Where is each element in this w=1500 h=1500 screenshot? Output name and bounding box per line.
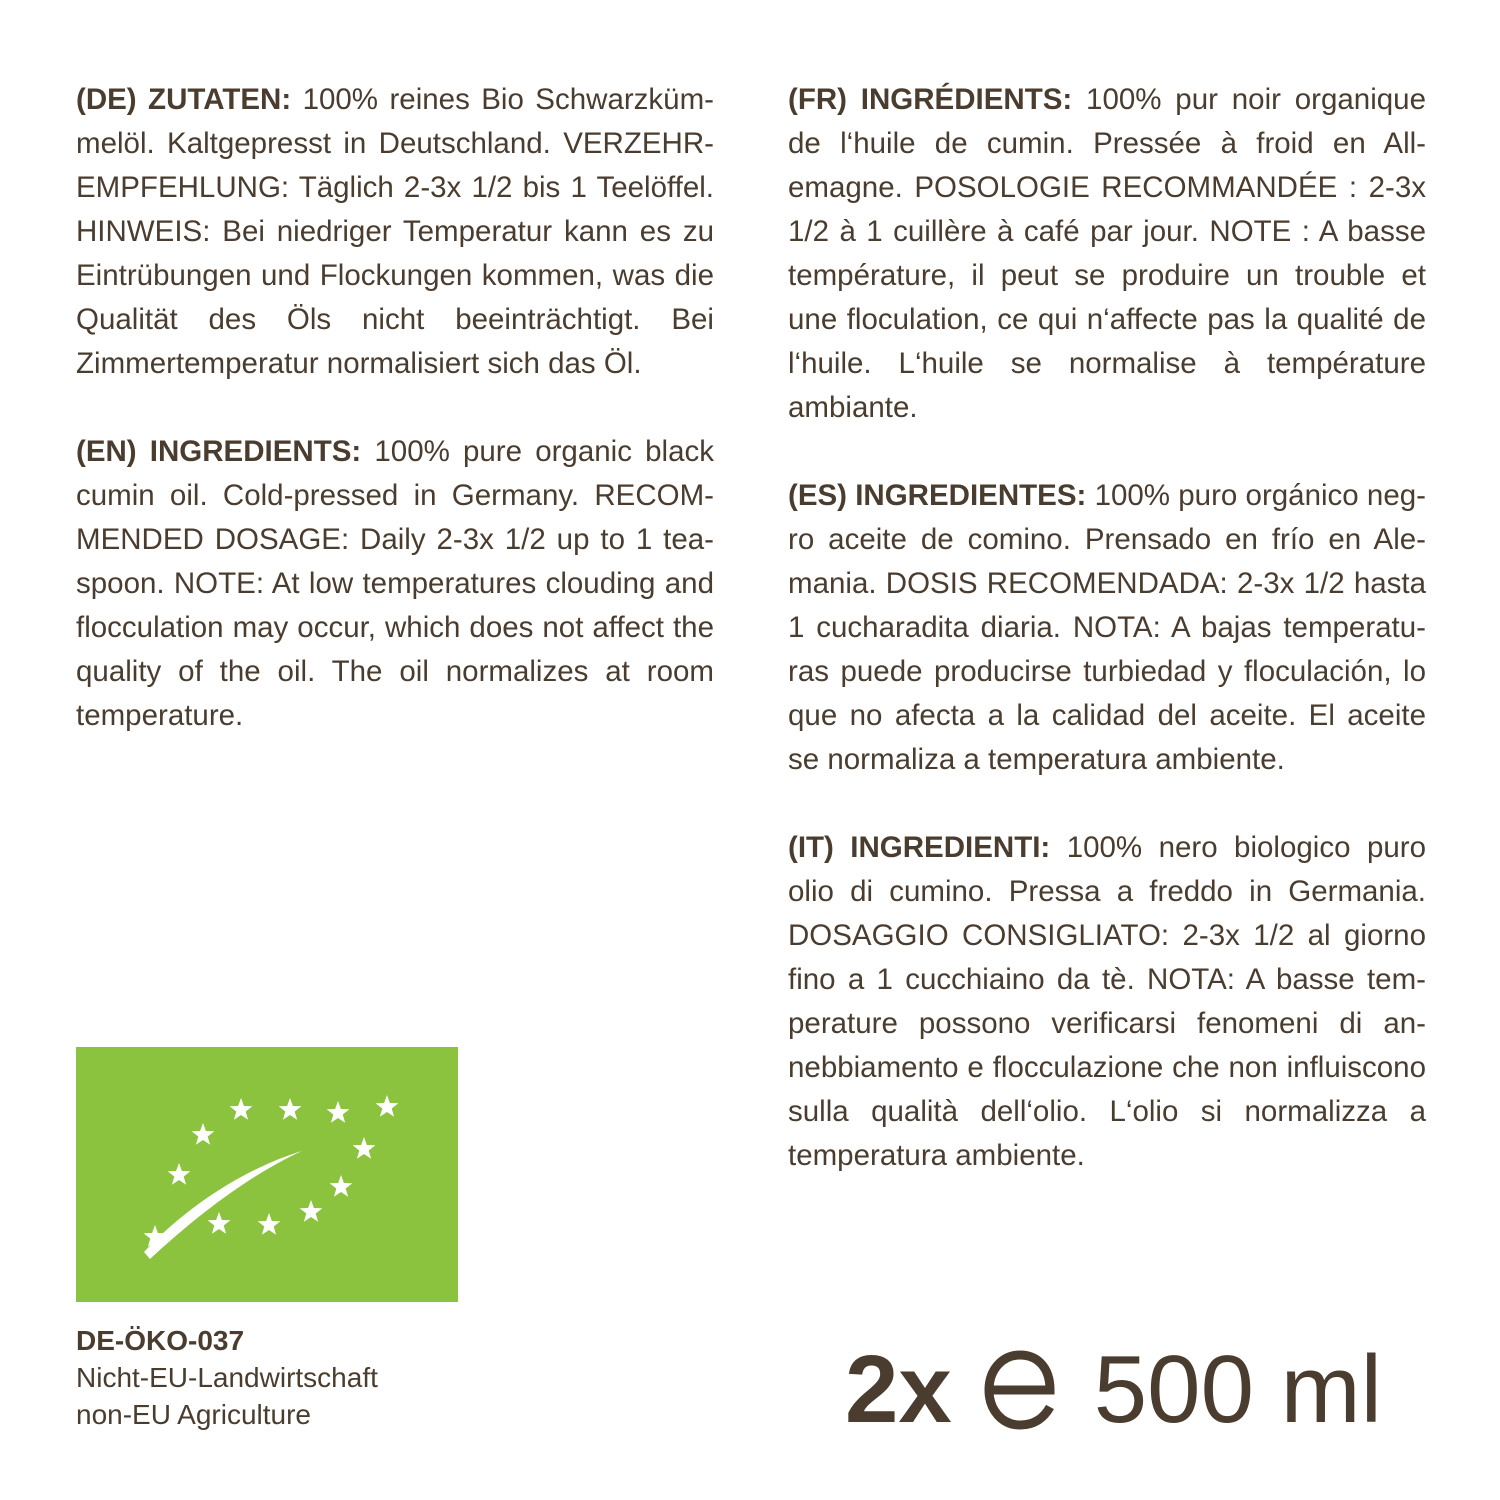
text-it: 100% nero biologico puro olio di cumino. Pressa a freddo in Germania. DOSAGGIO CONSIGLIATO: 2-3x 1/2 al giorno fino a 1 cucchiaino da tè. NOTA: A basse temperature possono verificarsi fenomeni di annebbiamento e flocculazione che non influiscono sulla qualità dell‘olio. L‘olio si normalizza a temperatura ambiente. bbox=[788, 831, 1426, 1172]
eu-leaf-icon bbox=[76, 1047, 458, 1302]
heading-es: (ES) INGREDIENTES: bbox=[788, 479, 1087, 512]
star-icon bbox=[279, 1098, 302, 1120]
agriculture-origin-en: non-EU Agriculture bbox=[76, 1399, 312, 1430]
heading-de: (DE) ZUTATEN: bbox=[76, 83, 292, 116]
estimated-sign-icon bbox=[980, 1347, 1060, 1433]
star-icon bbox=[168, 1163, 191, 1185]
text-es: 100% puro orgánico negro aceite de comino. Prensado en frío en Alemania. DOSIS RECOMENDADA: 2-3x 1/2 hasta 1 cucharadita diaria. NOTA: A bajas temperaturas puede producirse turbiedad y floculación, lo que no afecta a la calidad del aceite. El aceite se normaliza a temperatura ambiente. bbox=[788, 479, 1426, 776]
volume-amount: 500 ml bbox=[1093, 1336, 1382, 1443]
star-icon bbox=[353, 1137, 376, 1159]
left-column bbox=[76, 78, 714, 738]
star-icon bbox=[230, 1098, 253, 1120]
volume-label bbox=[845, 1335, 1425, 1445]
heading-fr: (FR) INGRÉDIENTS: bbox=[788, 83, 1073, 116]
heading-it: (IT) INGREDIENTI: bbox=[788, 831, 1051, 864]
certification-block bbox=[76, 1322, 378, 1433]
agriculture-origin-de: Nicht-EU-Landwirtschaft bbox=[76, 1362, 378, 1393]
eu-organic-leaf-logo bbox=[76, 1047, 458, 1302]
volume-multiplier: 2x bbox=[845, 1336, 952, 1443]
text-en: 100% pure organic black cumin oil. Cold-pressed in Germany. RECOMMENDED DOSAGE: Daily 2-3x 1/2 up to 1 teaspoon. NOTE: At low temperatures clouding and flocculation may occur, which does not affect the quality of the oil. The oil normalizes at room temperature. bbox=[76, 435, 714, 732]
text-de: 100% reines Bio Schwarzkümmelöl. Kaltgepresst in Deutschland. VERZEHREMPFEHLUNG: Täglich 2-3x 1/2 bis 1 Teelöffel. HINWEIS: Bei niedriger Temperatur kann es zu Eintrübungen und Flockungen kommen, was die Qualität des Öls nicht beeinträchtigt. Bei Zimmertemperatur normalisiert sich das Öl. bbox=[76, 83, 714, 380]
star-icon bbox=[327, 1101, 350, 1123]
star-icon bbox=[330, 1175, 353, 1197]
ingredients-fr bbox=[788, 78, 1426, 430]
leaf-stem bbox=[144, 1151, 302, 1259]
ingredients-en bbox=[76, 430, 714, 738]
star-icon bbox=[192, 1123, 215, 1145]
text-fr: 100% pur noir organique de l‘huile de cumin. Pressée à froid en Allemagne. POSOLOGIE RECOMMANDÉE : 2-3x 1/2 à 1 cuillère à café par jour. NOTE : A basse température, il peut se produire un trouble et une floculation, ce qui n‘affecte pas la qualité de l‘huile. L‘huile se normalise à température ambiante. bbox=[788, 83, 1426, 424]
star-icon bbox=[258, 1213, 281, 1235]
star-icon bbox=[376, 1095, 399, 1117]
ingredients-de bbox=[76, 78, 714, 386]
star-icon bbox=[300, 1200, 323, 1222]
heading-en: (EN) INGREDIENTS: bbox=[76, 435, 362, 468]
certification-code: DE-ÖKO-037 bbox=[76, 1325, 245, 1356]
right-column bbox=[788, 78, 1426, 1178]
ingredients-it bbox=[788, 826, 1426, 1178]
ingredients-es bbox=[788, 474, 1426, 782]
star-icon bbox=[208, 1212, 231, 1234]
